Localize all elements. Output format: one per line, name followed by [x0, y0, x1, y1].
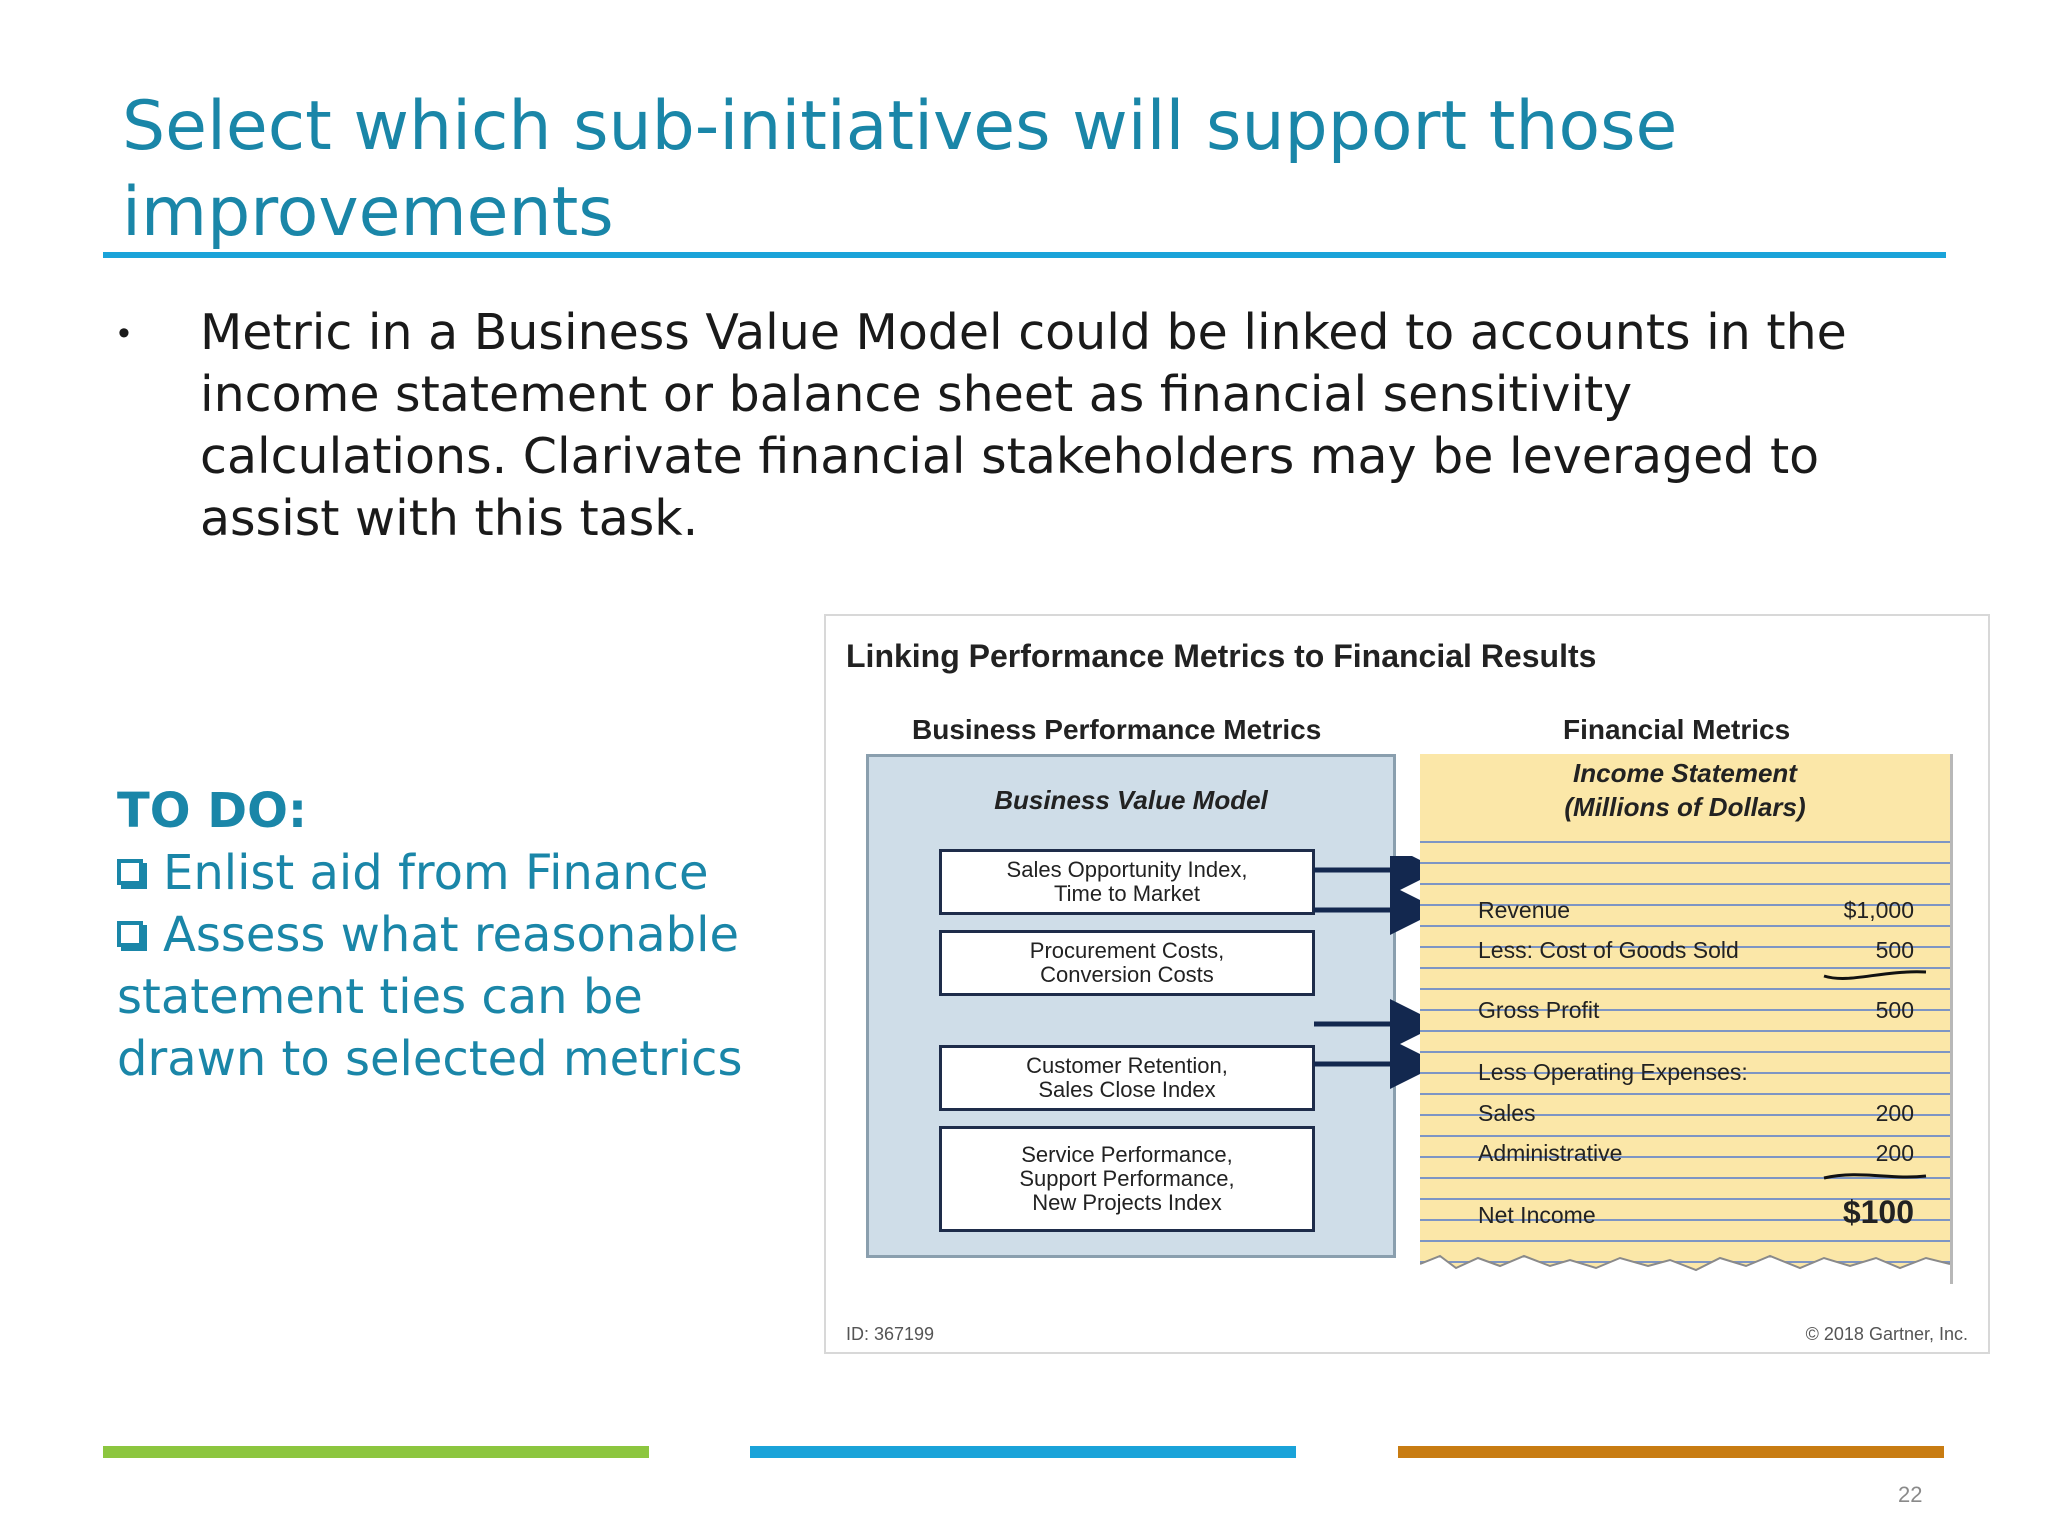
- model-title: Business Value Model: [994, 785, 1268, 815]
- metric-box: Sales Opportunity Index, Time to Market: [939, 849, 1315, 915]
- bullet-marker: •: [118, 314, 130, 352]
- page-number: 22: [1898, 1482, 1923, 1507]
- title-divider: [103, 252, 1946, 258]
- income-statement-title: Income Statement (Millions of Dollars): [1564, 758, 1806, 822]
- figure-copyright: © 2018 Gartner, Inc.: [1805, 1324, 1968, 1344]
- metric-box: Customer Retention, Sales Close Index: [939, 1045, 1315, 1111]
- bullet-text: Metric in a Business Value Model could be linked to accounts in the income statement or balance sheet as financial sensitivity calculations. Clarivate financial stakeholders may be leveraged to assist with this task.: [200, 304, 1847, 547]
- footer-band-green: [103, 1446, 649, 1458]
- handwritten-underline-icon: [1820, 1166, 1930, 1190]
- right-column-header: Financial Metrics: [1563, 714, 1791, 745]
- footer-band-blue: [750, 1446, 1296, 1458]
- todo-item: Enlist aid from Finance: [117, 842, 797, 904]
- torn-edge-icon: [1420, 1250, 1950, 1290]
- figure-title: Linking Performance Metrics to Financial Results: [846, 638, 1597, 674]
- todo-heading: TO DO:: [117, 783, 308, 839]
- todo-item: Assess what reasonable statement ties can be drawn to selected metrics: [117, 907, 743, 1087]
- left-column-header: Business Performance Metrics: [912, 714, 1322, 745]
- slide-title: Select which sub-initiatives will support those improvements: [122, 87, 1678, 252]
- income-statement-paper: Income Statement (Millions of Dollars) Revenue $1,000 Less: Cost of Goods Sold 500 Gross Profit 500 Less Operating Expenses: Sales 200 Administrative 200 Net Income $100: [1420, 754, 1953, 1284]
- checkbox-icon: [117, 859, 143, 885]
- todo-block: [117, 780, 797, 1090]
- footer-band-orange: [1398, 1446, 1944, 1458]
- checkbox-icon: [117, 921, 143, 947]
- handwritten-underline-icon: [1820, 962, 1930, 986]
- metric-box: Service Performance, Support Performance, New Projects Index: [939, 1126, 1315, 1232]
- gartner-figure: [824, 614, 1990, 1354]
- figure-id: ID: 367199: [846, 1324, 935, 1344]
- metric-box: Procurement Costs, Conversion Costs: [939, 930, 1315, 996]
